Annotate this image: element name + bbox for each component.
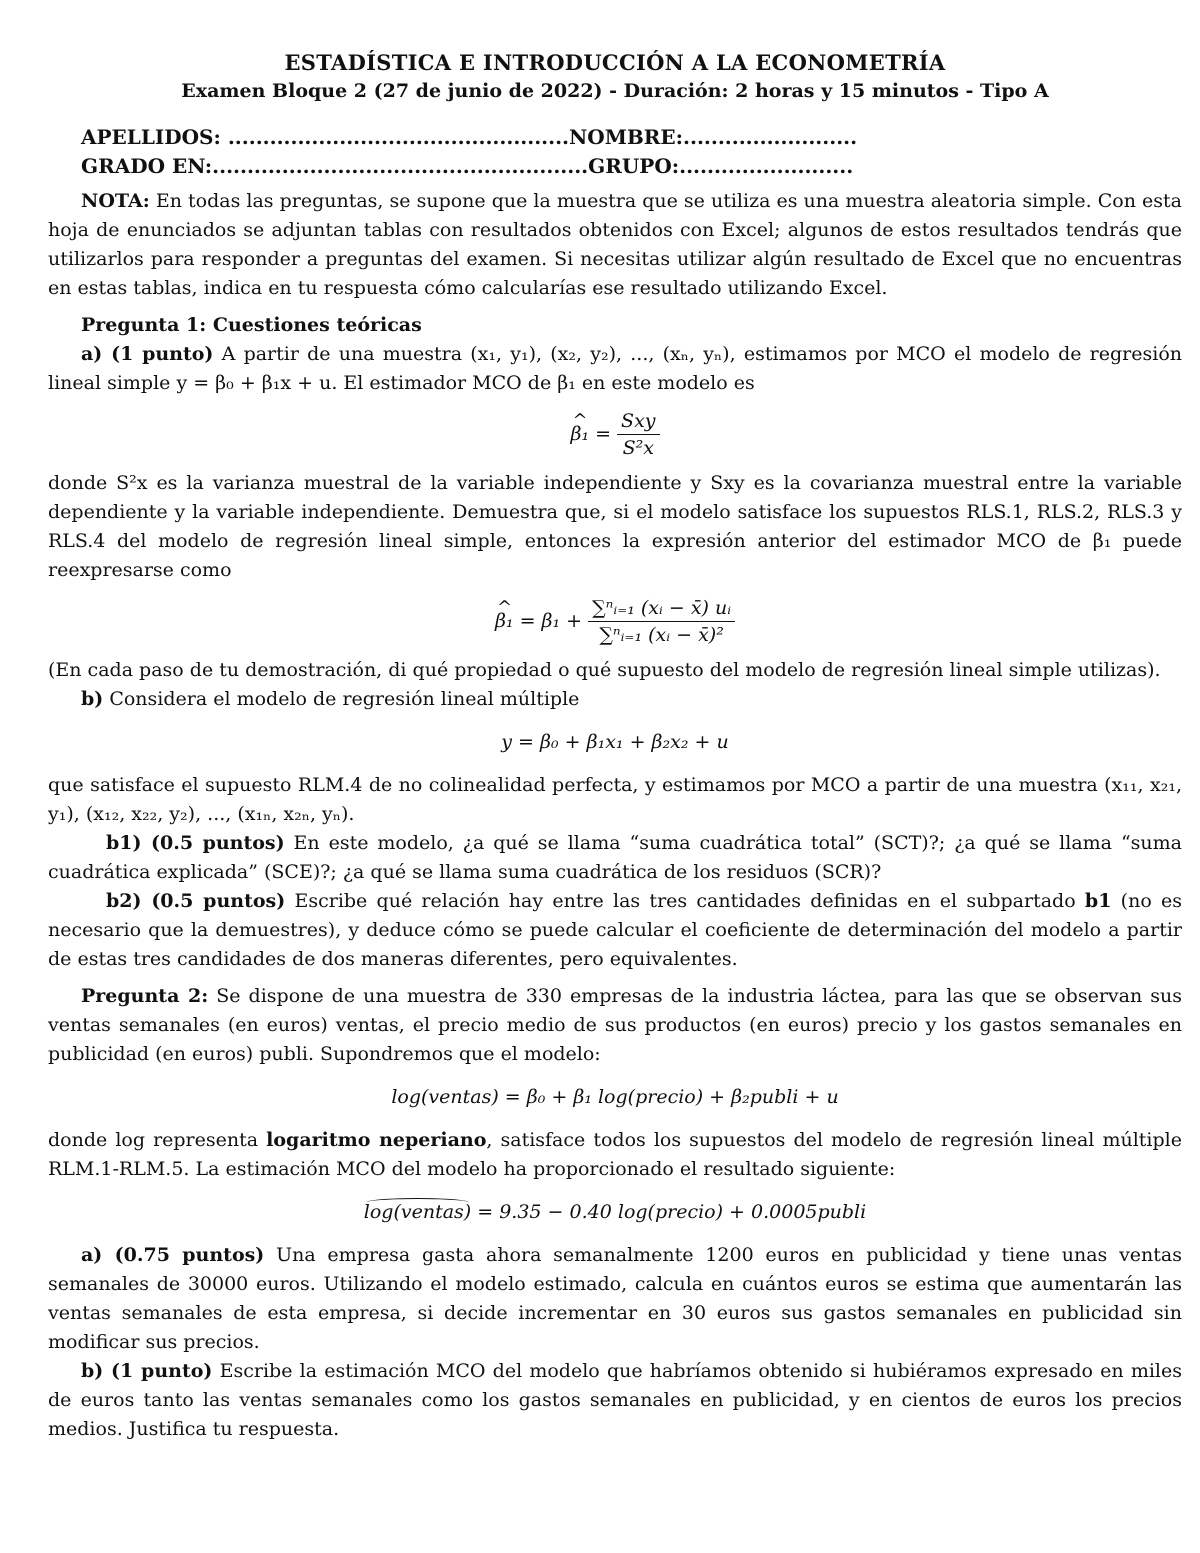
q1b2-label: b2) (0.5 puntos) [106,890,286,912]
q1b2-text-b: (no es necesario que la demuestres), y deduce cómo se puede calcular el coeficiente de determinación del modelo a partir de estas tres candidades de dos maneras diferentes, pero equivalentes. [48,890,1182,970]
q1b-paragraph [48,685,1182,714]
q2-eq2-lhs: log(ventas) [364,1198,471,1227]
q2a-label: a) (0.75 puntos) [81,1244,265,1266]
q2a-paragraph [48,1241,1182,1357]
q1a-text: A partir de una muestra (x₁, y₁), (x₂, y₂), ..., (xₙ, yₙ), estimamos por MCO el modelo de regresión lineal simple y = β₀ + β₁x + u. El estimador MCO de β₁ en este modelo es [48,343,1183,394]
q2-text2-b: , satisface todos los supuestos del modelo de regresión lineal múltiple RLM.1-RLM.5. La estimación MCO del modelo ha proporcionado el resultado siguiente: [48,1129,1182,1180]
q2-eq1-text: log(ventas) = β₀ + β₁ log(precio) + β₂publi + u [391,1086,839,1108]
q2-text2-bold: logaritmo neperiano [266,1129,487,1151]
q2-equation-model [48,1083,1182,1112]
eq1-lhs: ^ β₁ = [570,420,611,449]
q2-heading: Pregunta 2: [81,985,209,1007]
q2-equation-estimated [48,1198,1182,1227]
q2b-label: b) (1 punto) [81,1360,213,1382]
eq3-text: y = β₀ + β₁x₁ + β₂x₂ + u [501,731,729,753]
eq2-fraction [588,595,735,648]
q2-intro-text: Se dispone de una muestra de 330 empresas de la industria láctea, para las que se observan sus ventas semanales (en euros) ventas, el precio medio de sus productos (en euros) precio y los gastos semanales en publicidad (en euros) publi. Supondremos que el modelo: [48,985,1182,1065]
q1-equation-multiple-regression [48,728,1182,757]
q1-heading [48,311,1182,340]
q1a-paragraph [48,340,1182,398]
eq2-lhs: ^ β₁ = β₁ + [495,607,582,636]
q1b1-text: En este modelo, ¿a qué se llama “suma cuadrática total” (SCT)?; ¿a qué se llama “suma cuadrática explicada” (SCE)?; ¿a qué se llama suma cuadrática de los residuos (SCR)? [48,832,1182,883]
q1b2-paragraph [48,887,1182,974]
q1b-label: b) [81,688,104,710]
q1b2-bold: b1 [1084,890,1112,912]
q2b-paragraph [48,1357,1182,1444]
nota-label: NOTA: [81,190,150,212]
nota-text: En todas las preguntas, se supone que la muestra que se utiliza es una muestra aleatoria simple. Con esta hoja de enunciados se adjuntan tablas con resultados obtenidos con Excel; algunos de estos resultados tendrás que utilizarlos para responder a preguntas del examen. Si necesitas utilizar algún resultado de Excel que no encuentras en estas tablas, indica en tu respuesta cómo calcularías ese resultado utilizando Excel. [48,190,1182,299]
q1b2-text-a: Escribe qué relación hay entre las tres cantidades definidas en el subpartado [285,890,1085,912]
exam-title: ESTADÍSTICA E INTRODUCCIÓN A LA ECONOMETRÍA [284,50,946,75]
q1b-text: Considera el modelo de regresión lineal múltiple [103,688,580,710]
eq1-fraction [617,408,659,461]
eq2-denominator: ∑ⁿᵢ₌₁ (xᵢ − x̄)² [599,624,724,646]
q1a-paragraph-2: donde S²x es la varianza muestral de la variable independiente y Sxy es la covarianza muestral entre la variable dependiente y la variable independiente. Demuestra que, si el modelo satisface los supuestos RLS.1, RLS.2, RLS.3 y RLS.4 del modelo de regresión lineal simple, entonces la expresión anterior del estimador MCO de β₁ puede reexpresarse como [48,472,1182,581]
q1a-paragraph-3: (En cada paso de tu demostración, di qué propiedad o qué supuesto del modelo de regresión lineal simple utilizas). [48,659,1161,681]
q1-heading-text: Pregunta 1: Cuestiones teóricas [81,314,422,336]
q2-paragraph-2 [48,1126,1182,1184]
q2a-text: Una empresa gasta ahora semanalmente 1200 euros en publicidad y tiene unas ventas semanales de 30000 euros. Utilizando el modelo estimado, calcula en cuántos euros se estima que aumentarán las ventas semanales de esta empresa, si decide incrementar en 30 euros sus gastos semanales en publicidad sin modificar sus precios. [48,1244,1182,1353]
form-line-grado: GRADO EN:......................................................GRUPO:......................... [81,154,854,178]
eq2-numerator: ∑ⁿᵢ₌₁ (xᵢ − x̄) uᵢ [588,595,735,622]
q1-equation-reexpressed [48,595,1182,648]
eq1-numerator: Sxy [617,408,659,435]
q1a-label: a) (1 punto) [81,343,214,365]
eq1-denominator: S²x [622,437,654,459]
q1b1-label: b1) (0.5 puntos) [106,832,285,854]
form-line-apellidos: APELLIDOS: .................................................NOMBRE:......................... [81,125,858,149]
q2-text2-a: donde log representa [48,1129,267,1151]
exam-subtitle: Examen Bloque 2 (27 de junio de 2022) - Duración: 2 horas y 15 minutos - Tipo A [181,80,1049,102]
q2b-text: Escribe la estimación MCO del modelo que habríamos obtenido si hubiéramos expresado en miles de euros tanto las ventas semanales como los gastos semanales en publicidad, y en cientos de euros los precios medios. Justifica tu respuesta. [48,1360,1182,1440]
q1-equation-ols-estimator [48,408,1182,461]
q1b1-paragraph [48,829,1182,887]
q2-eq2-rhs: = 9.35 − 0.40 log(precio) + 0.0005publi [471,1201,867,1223]
nota-paragraph [48,187,1182,303]
q1b-paragraph-2: que satisface el supuesto RLM.4 de no colinealidad perfecta, y estimamos por MCO a partir de una muestra (x₁₁, x₂₁, y₁), (x₁₂, x₂₂, y₂), ..., (x₁ₙ, x₂ₙ, yₙ). [48,774,1182,825]
q2-intro-paragraph [48,982,1182,1069]
